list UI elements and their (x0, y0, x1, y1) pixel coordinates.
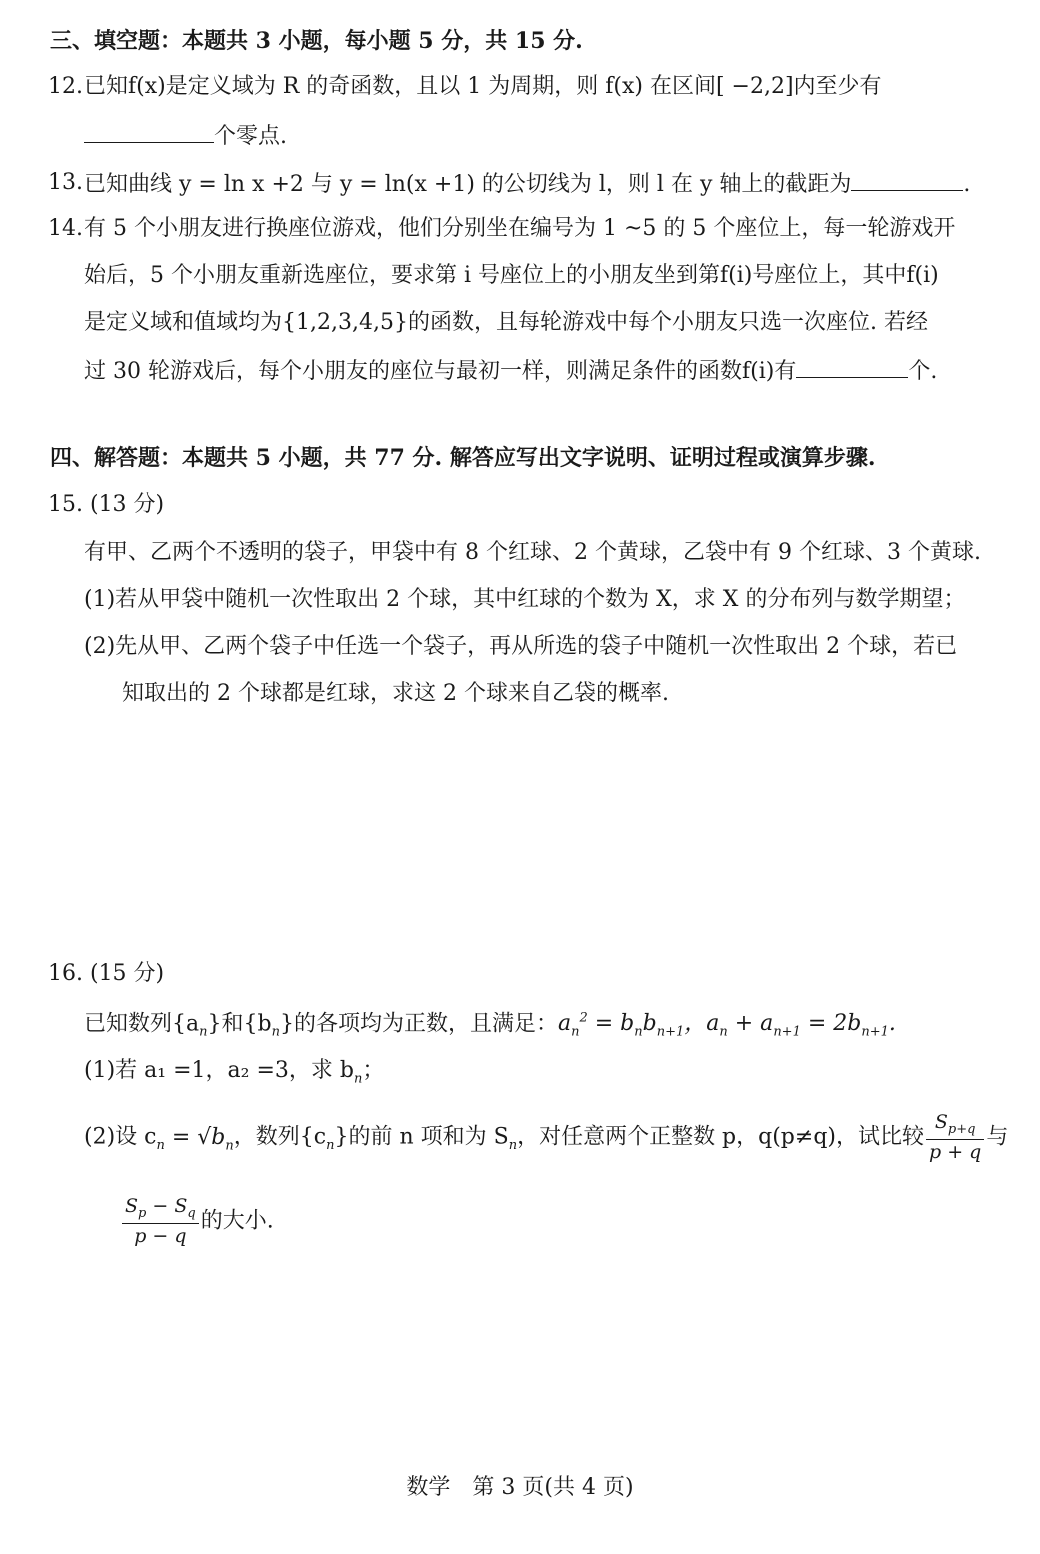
q16-stem-pre: 已知数列{a (84, 1011, 200, 1037)
section-4-header: 四、解答题：本题共 5 小题，共 77 分. 解答应写出文字说明、证明过程或演算步骤. (50, 445, 876, 471)
q16-part2-pre: (2)设 c (84, 1124, 157, 1150)
q16-stem-mid: }和{b (207, 1011, 272, 1037)
q13-answer-blank (851, 172, 963, 191)
q14-line4: 过 30 轮游戏后，每个小朋友的座位与最初一样，则满足条件的函数f(i)有 (84, 359, 797, 384)
q12-answer-blank (84, 124, 214, 143)
q16-title: 16. (15 分) (48, 961, 165, 986)
q14-line2: 始后，5 个小朋友重新选座位，要求第 i 号座位上的小朋友坐到第f(i)号座位上，其中f(i) (84, 263, 939, 288)
q16-last-suffix: 的大小. (200, 1208, 274, 1234)
q16-part2-mid: ，数列{c (233, 1124, 327, 1150)
q14-line3: 是定义域和值域均为{1,2,3,4,5}的函数，且每轮游戏中每个小朋友只选一次座位. 若经 (84, 310, 928, 335)
fraction-diff-ratio: $\frac{S_p - S_q}{p - q}$ (122, 1196, 199, 1247)
q15-part2-line1: (2)先从甲、乙两个袋子中任选一个袋子，再从所选的袋子中随机一次性取出 2 个球，若已 (84, 634, 958, 659)
q15-title: 15. (13 分) (48, 492, 165, 517)
q12-line2-wrap (84, 124, 287, 148)
section-3-header: 三、填空题：本题共 3 小题，每小题 5 分，共 15 分. (50, 28, 583, 54)
q12-number: 12. (48, 74, 83, 99)
q14-line4-end: 个. (908, 359, 938, 384)
q16-compare-word: 与 (986, 1124, 1009, 1150)
q16-part2: (2)设 $c_n = √b_n$，数列$\{c_n\}$的前 n 项和为 $S_n$，对任意两个正整数 p，q(p≠q)，试比较 $\frac{S_{p+q}}{p + q}$ 与 (84, 1111, 1009, 1164)
q16-part2-tail: ，对任意两个正整数 p，q(p≠q)，试比较 (517, 1124, 924, 1150)
q13-wrap (84, 172, 970, 196)
q15-stem: 有甲、乙两个不透明的袋子，甲袋中有 8 个红球、2 个黄球，乙袋中有 9 个红球、3 个黄球. (84, 540, 981, 565)
q15-part2-line2: 知取出的 2 个球都是红球，求这 2 个球来自乙袋的概率. (122, 681, 669, 706)
fraction-sum-ratio: $\frac{S_{p+q}}{p + q}$ (926, 1112, 984, 1163)
q12-line2: 个零点. (214, 124, 287, 149)
q14-number: 14. (48, 216, 83, 241)
q16-part2-last (120, 1196, 274, 1247)
q16-stem: 已知数列$\{a_n\}$和$\{b_n\}$的各项均为正数，且满足：$a_n^2 = b_nb_{n+1}$，$a_n + a_{n+1} = 2b_{n+1}$. (84, 1011, 896, 1040)
q16-part1-text: (1)若 a₁ =1，a₂ =3，求 b (84, 1058, 354, 1083)
q13-number: 13. (48, 170, 83, 195)
q16-part2-post: }的前 n 项和为 S (334, 1124, 509, 1150)
q14-answer-blank (796, 359, 908, 378)
q14-line1: 有 5 个小朋友进行换座位游戏，他们分别坐在编号为 1 ~5 的 5 个座位上，每一轮游戏开 (84, 216, 956, 241)
q13-text: 已知曲线 y = ln x +2 与 y = ln(x +1) 的公切线为 l，则 l 在 y 轴上的截距为 (84, 172, 852, 197)
page-footer: 数学 第 3 页(共 4 页) (406, 1475, 634, 1500)
q16-part1: (1)若 a₁ =1，a₂ =3，求 $b_n$； (84, 1058, 385, 1087)
q15-part1: (1)若从甲袋中随机一次性取出 2 个球，其中红球的个数为 X，求 X 的分布列与数学期望； (84, 587, 966, 612)
q16-condition: $a_n^2 = b_nb_{n+1}$，$a_n + a_{n+1} = 2b_{n+1}$. (557, 1011, 896, 1040)
q16-stem-post: }的各项均为正数，且满足： (279, 1011, 558, 1037)
q12-line1: 已知f(x)是定义域为 R 的奇函数，且以 1 为周期，则 f(x) 在区间[ −2,2]内至少有 (84, 74, 882, 99)
q13-end: . (963, 172, 971, 197)
q14-line4-wrap (84, 359, 937, 383)
